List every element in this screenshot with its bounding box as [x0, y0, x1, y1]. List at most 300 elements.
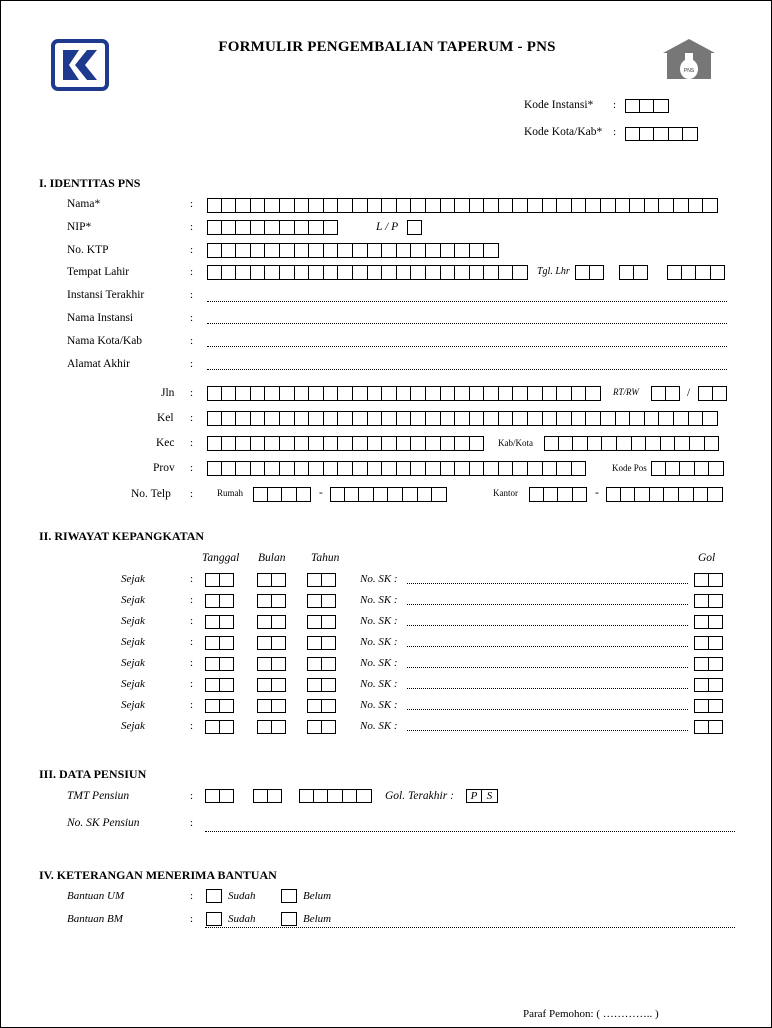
riwayat-bulan-boxes[interactable]: [257, 678, 286, 693]
char-box[interactable]: [353, 461, 368, 476]
no-sk-line[interactable]: [407, 667, 688, 668]
kec-boxes[interactable]: [207, 436, 484, 451]
char-box[interactable]: [297, 487, 312, 502]
prov-boxes[interactable]: [207, 461, 586, 476]
no-sk-line[interactable]: [407, 730, 688, 731]
char-box[interactable]: [207, 243, 222, 258]
tmt-year-boxes[interactable]: [299, 789, 372, 804]
char-box[interactable]: [382, 436, 397, 451]
char-box[interactable]: [513, 265, 528, 280]
char-box[interactable]: [667, 265, 682, 280]
char-box[interactable]: [586, 386, 601, 401]
char-box[interactable]: [411, 198, 426, 213]
char-box[interactable]: [220, 789, 235, 803]
char-box[interactable]: [307, 573, 322, 587]
char-box[interactable]: [708, 487, 723, 502]
tgl-lahir-day-boxes[interactable]: [575, 265, 604, 280]
char-box[interactable]: [411, 436, 426, 451]
char-box[interactable]: [338, 198, 353, 213]
rumah-area-boxes[interactable]: [253, 487, 311, 502]
no-sk-line[interactable]: [407, 688, 688, 689]
char-box[interactable]: [630, 411, 645, 426]
riwayat-tanggal-boxes[interactable]: [205, 657, 234, 672]
char-box[interactable]: [368, 243, 383, 258]
char-box[interactable]: [251, 461, 266, 476]
char-box[interactable]: [698, 386, 713, 401]
char-box[interactable]: [666, 461, 681, 476]
char-box[interactable]: [602, 436, 617, 451]
char-box[interactable]: [253, 487, 268, 502]
riwayat-tahun-boxes[interactable]: [307, 573, 336, 588]
riwayat-bulan-boxes[interactable]: [257, 573, 286, 588]
char-box[interactable]: [280, 386, 295, 401]
char-box[interactable]: [220, 699, 235, 713]
char-box[interactable]: [543, 461, 558, 476]
char-box[interactable]: [236, 461, 251, 476]
char-box[interactable]: [222, 265, 237, 280]
char-box[interactable]: [455, 386, 470, 401]
char-box[interactable]: [353, 411, 368, 426]
char-box[interactable]: [654, 127, 669, 141]
char-box[interactable]: [309, 220, 324, 235]
char-box[interactable]: [674, 411, 689, 426]
char-box[interactable]: [222, 243, 237, 258]
char-box[interactable]: [257, 720, 272, 734]
char-box[interactable]: [322, 636, 337, 650]
char-box[interactable]: [309, 243, 324, 258]
char-box[interactable]: [544, 436, 559, 451]
char-box[interactable]: [470, 198, 485, 213]
char-box[interactable]: [616, 198, 631, 213]
riwayat-tanggal-boxes[interactable]: [205, 699, 234, 714]
char-box[interactable]: [499, 411, 514, 426]
char-box[interactable]: [411, 461, 426, 476]
char-box[interactable]: [338, 461, 353, 476]
char-box[interactable]: [205, 573, 220, 587]
char-box[interactable]: [207, 386, 222, 401]
char-box[interactable]: [257, 594, 272, 608]
char-box[interactable]: [625, 127, 640, 141]
rumah-number-boxes[interactable]: [330, 487, 447, 502]
char-box[interactable]: [709, 678, 724, 692]
char-box[interactable]: [397, 265, 412, 280]
char-box[interactable]: [528, 411, 543, 426]
char-box[interactable]: [272, 573, 287, 587]
char-box[interactable]: [251, 198, 266, 213]
riwayat-bulan-boxes[interactable]: [257, 615, 286, 630]
char-box[interactable]: [338, 386, 353, 401]
no-sk-pensiun-line[interactable]: [205, 831, 735, 832]
char-box[interactable]: [251, 243, 266, 258]
char-box[interactable]: [322, 657, 337, 671]
char-box[interactable]: [694, 594, 709, 608]
nama-instansi-line[interactable]: [207, 323, 727, 324]
char-box[interactable]: [709, 594, 724, 608]
char-box[interactable]: [309, 386, 324, 401]
char-box[interactable]: [338, 411, 353, 426]
char-box[interactable]: [543, 386, 558, 401]
char-box[interactable]: [705, 436, 720, 451]
tmt-month-boxes[interactable]: [253, 789, 282, 804]
char-box[interactable]: [338, 265, 353, 280]
char-box[interactable]: [280, 198, 295, 213]
char-box[interactable]: [272, 636, 287, 650]
char-box[interactable]: [606, 487, 621, 502]
riwayat-tahun-boxes[interactable]: [307, 657, 336, 672]
char-box[interactable]: [314, 789, 329, 803]
char-box[interactable]: [499, 198, 514, 213]
char-box[interactable]: [205, 636, 220, 650]
char-box[interactable]: [397, 411, 412, 426]
char-box[interactable]: [207, 220, 222, 235]
riwayat-tahun-boxes[interactable]: [307, 678, 336, 693]
char-box[interactable]: [441, 461, 456, 476]
char-box[interactable]: [353, 243, 368, 258]
char-box[interactable]: [709, 657, 724, 671]
char-box[interactable]: [713, 386, 728, 401]
char-box[interactable]: [572, 411, 587, 426]
char-box[interactable]: [586, 198, 601, 213]
char-box[interactable]: [368, 198, 383, 213]
char-box[interactable]: [236, 220, 251, 235]
char-box[interactable]: [513, 461, 528, 476]
instansi-terakhir-line[interactable]: [207, 301, 727, 302]
char-box[interactable]: [272, 657, 287, 671]
char-box[interactable]: [529, 487, 544, 502]
char-box[interactable]: [220, 720, 235, 734]
char-box[interactable]: [411, 411, 426, 426]
char-box[interactable]: [694, 636, 709, 650]
char-box[interactable]: [309, 411, 324, 426]
char-box[interactable]: [257, 678, 272, 692]
riwayat-tahun-boxes[interactable]: [307, 720, 336, 735]
char-box[interactable]: [640, 99, 655, 113]
char-box[interactable]: [280, 461, 295, 476]
char-box[interactable]: [513, 386, 528, 401]
gol-p-box[interactable]: P: [466, 789, 482, 803]
char-box[interactable]: [328, 789, 343, 803]
char-box[interactable]: [368, 461, 383, 476]
char-box[interactable]: [484, 198, 499, 213]
bantuan-bm-sudah-checkbox[interactable]: [206, 912, 222, 926]
char-box[interactable]: [634, 265, 649, 280]
char-box[interactable]: [664, 487, 679, 502]
char-box[interactable]: [528, 461, 543, 476]
tempat-lahir-boxes[interactable]: [207, 265, 528, 280]
char-box[interactable]: [268, 789, 283, 803]
char-box[interactable]: [253, 789, 268, 803]
char-box[interactable]: [309, 461, 324, 476]
char-box[interactable]: [694, 487, 709, 502]
char-box[interactable]: [368, 265, 383, 280]
char-box[interactable]: [236, 411, 251, 426]
char-box[interactable]: [309, 198, 324, 213]
char-box[interactable]: [703, 411, 718, 426]
char-box[interactable]: [307, 594, 322, 608]
char-box[interactable]: [586, 411, 601, 426]
char-box[interactable]: [330, 487, 345, 502]
rw-boxes[interactable]: [698, 386, 727, 401]
bantuan-um-belum-checkbox[interactable]: [281, 889, 297, 903]
char-box[interactable]: [441, 436, 456, 451]
char-box[interactable]: [635, 487, 650, 502]
gol-terakhir-boxes[interactable]: [466, 789, 498, 803]
char-box[interactable]: [353, 198, 368, 213]
char-box[interactable]: [220, 636, 235, 650]
char-box[interactable]: [455, 461, 470, 476]
char-box[interactable]: [544, 487, 559, 502]
char-box[interactable]: [368, 386, 383, 401]
char-box[interactable]: [455, 411, 470, 426]
char-box[interactable]: [382, 411, 397, 426]
kode-pos-boxes[interactable]: [651, 461, 724, 476]
char-box[interactable]: [272, 678, 287, 692]
char-box[interactable]: [353, 265, 368, 280]
char-box[interactable]: [640, 127, 655, 141]
riwayat-gol-boxes[interactable]: [694, 657, 723, 672]
char-box[interactable]: [557, 198, 572, 213]
char-box[interactable]: [205, 720, 220, 734]
char-box[interactable]: [220, 678, 235, 692]
riwayat-bulan-boxes[interactable]: [257, 699, 286, 714]
char-box[interactable]: [324, 411, 339, 426]
char-box[interactable]: [557, 411, 572, 426]
char-box[interactable]: [709, 720, 724, 734]
char-box[interactable]: [689, 411, 704, 426]
char-box[interactable]: [694, 657, 709, 671]
char-box[interactable]: [616, 411, 631, 426]
char-box[interactable]: [236, 243, 251, 258]
char-box[interactable]: [455, 436, 470, 451]
char-box[interactable]: [403, 487, 418, 502]
char-box[interactable]: [441, 243, 456, 258]
char-box[interactable]: [675, 436, 690, 451]
char-box[interactable]: [426, 411, 441, 426]
char-box[interactable]: [418, 487, 433, 502]
alamat-akhir-line[interactable]: [207, 369, 727, 370]
char-box[interactable]: [257, 657, 272, 671]
char-box[interactable]: [322, 720, 337, 734]
char-box[interactable]: [455, 265, 470, 280]
kel-boxes[interactable]: [207, 411, 718, 426]
char-box[interactable]: [205, 678, 220, 692]
char-box[interactable]: [272, 699, 287, 713]
char-box[interactable]: [265, 220, 280, 235]
char-box[interactable]: [654, 99, 669, 113]
char-box[interactable]: [499, 265, 514, 280]
char-box[interactable]: [426, 436, 441, 451]
char-box[interactable]: [572, 198, 587, 213]
char-box[interactable]: [470, 436, 485, 451]
char-box[interactable]: [272, 594, 287, 608]
char-box[interactable]: [251, 386, 266, 401]
char-box[interactable]: [682, 265, 697, 280]
no-sk-line[interactable]: [407, 625, 688, 626]
char-box[interactable]: [650, 487, 665, 502]
char-box[interactable]: [338, 436, 353, 451]
char-box[interactable]: [484, 461, 499, 476]
char-box[interactable]: [236, 265, 251, 280]
char-box[interactable]: [588, 436, 603, 451]
gol-s-box[interactable]: S: [482, 789, 498, 803]
riwayat-tanggal-boxes[interactable]: [205, 678, 234, 693]
char-box[interactable]: [207, 436, 222, 451]
char-box[interactable]: [388, 487, 403, 502]
char-box[interactable]: [632, 436, 647, 451]
char-box[interactable]: [265, 243, 280, 258]
char-box[interactable]: [630, 198, 645, 213]
char-box[interactable]: [322, 678, 337, 692]
nip-boxes[interactable]: [207, 220, 338, 235]
char-box[interactable]: [426, 461, 441, 476]
riwayat-tahun-boxes[interactable]: [307, 615, 336, 630]
bantuan-bm-belum-checkbox[interactable]: [281, 912, 297, 926]
char-box[interactable]: [397, 436, 412, 451]
char-box[interactable]: [397, 461, 412, 476]
char-box[interactable]: [359, 487, 374, 502]
kode-kota-kab-boxes[interactable]: [625, 127, 698, 142]
char-box[interactable]: [572, 461, 587, 476]
char-box[interactable]: [205, 615, 220, 629]
char-box[interactable]: [272, 615, 287, 629]
char-box[interactable]: [368, 436, 383, 451]
char-box[interactable]: [295, 220, 310, 235]
char-box[interactable]: [709, 636, 724, 650]
riwayat-gol-boxes[interactable]: [694, 573, 723, 588]
char-box[interactable]: [295, 243, 310, 258]
riwayat-tahun-boxes[interactable]: [307, 594, 336, 609]
jln-boxes[interactable]: [207, 386, 601, 401]
char-box[interactable]: [557, 461, 572, 476]
kode-instansi-boxes[interactable]: [625, 99, 669, 114]
char-box[interactable]: [307, 678, 322, 692]
char-box[interactable]: [470, 411, 485, 426]
char-box[interactable]: [470, 461, 485, 476]
char-box[interactable]: [207, 411, 222, 426]
char-box[interactable]: [484, 265, 499, 280]
char-box[interactable]: [324, 461, 339, 476]
char-box[interactable]: [513, 198, 528, 213]
char-box[interactable]: [694, 573, 709, 587]
lp-box[interactable]: [407, 220, 422, 235]
char-box[interactable]: [411, 243, 426, 258]
char-box[interactable]: [499, 461, 514, 476]
char-box[interactable]: [299, 789, 314, 803]
char-box[interactable]: [295, 198, 310, 213]
char-box[interactable]: [322, 573, 337, 587]
char-box[interactable]: [236, 198, 251, 213]
char-box[interactable]: [220, 615, 235, 629]
bantuan-um-sudah-checkbox[interactable]: [206, 889, 222, 903]
char-box[interactable]: [307, 657, 322, 671]
char-box[interactable]: [621, 487, 636, 502]
char-box[interactable]: [432, 487, 447, 502]
tgl-lahir-month-boxes[interactable]: [619, 265, 648, 280]
char-box[interactable]: [470, 243, 485, 258]
char-box[interactable]: [324, 265, 339, 280]
char-box[interactable]: [696, 265, 711, 280]
char-box[interactable]: [407, 220, 422, 235]
riwayat-tanggal-boxes[interactable]: [205, 594, 234, 609]
char-box[interactable]: [251, 411, 266, 426]
char-box[interactable]: [441, 265, 456, 280]
char-box[interactable]: [382, 243, 397, 258]
char-box[interactable]: [397, 198, 412, 213]
riwayat-gol-boxes[interactable]: [694, 678, 723, 693]
no-sk-line[interactable]: [407, 646, 688, 647]
riwayat-bulan-boxes[interactable]: [257, 720, 286, 735]
char-box[interactable]: [257, 636, 272, 650]
rt-boxes[interactable]: [651, 386, 680, 401]
char-box[interactable]: [324, 386, 339, 401]
char-box[interactable]: [220, 573, 235, 587]
char-box[interactable]: [265, 461, 280, 476]
char-box[interactable]: [324, 436, 339, 451]
riwayat-bulan-boxes[interactable]: [257, 594, 286, 609]
char-box[interactable]: [680, 461, 695, 476]
riwayat-tanggal-boxes[interactable]: [205, 573, 234, 588]
char-box[interactable]: [659, 198, 674, 213]
char-box[interactable]: [694, 720, 709, 734]
char-box[interactable]: [484, 411, 499, 426]
riwayat-gol-boxes[interactable]: [694, 720, 723, 735]
char-box[interactable]: [309, 265, 324, 280]
char-box[interactable]: [690, 436, 705, 451]
no-sk-line[interactable]: [407, 604, 688, 605]
ktp-boxes[interactable]: [207, 243, 499, 258]
char-box[interactable]: [669, 127, 684, 141]
char-box[interactable]: [236, 386, 251, 401]
char-box[interactable]: [324, 220, 339, 235]
char-box[interactable]: [382, 386, 397, 401]
char-box[interactable]: [695, 461, 710, 476]
char-box[interactable]: [601, 198, 616, 213]
char-box[interactable]: [646, 436, 661, 451]
char-box[interactable]: [709, 573, 724, 587]
char-box[interactable]: [205, 789, 220, 803]
char-box[interactable]: [251, 265, 266, 280]
riwayat-tanggal-boxes[interactable]: [205, 720, 234, 735]
kantor-area-boxes[interactable]: [529, 487, 587, 502]
char-box[interactable]: [694, 678, 709, 692]
char-box[interactable]: [382, 265, 397, 280]
char-box[interactable]: [557, 386, 572, 401]
char-box[interactable]: [513, 411, 528, 426]
riwayat-bulan-boxes[interactable]: [257, 636, 286, 651]
char-box[interactable]: [601, 411, 616, 426]
char-box[interactable]: [559, 436, 574, 451]
char-box[interactable]: [651, 461, 666, 476]
no-sk-line[interactable]: [407, 709, 688, 710]
char-box[interactable]: [674, 198, 689, 213]
char-box[interactable]: [426, 243, 441, 258]
char-box[interactable]: [528, 386, 543, 401]
char-box[interactable]: [307, 699, 322, 713]
char-box[interactable]: [711, 265, 726, 280]
char-box[interactable]: [338, 243, 353, 258]
riwayat-bulan-boxes[interactable]: [257, 657, 286, 672]
riwayat-tanggal-boxes[interactable]: [205, 615, 234, 630]
char-box[interactable]: [426, 265, 441, 280]
char-box[interactable]: [324, 243, 339, 258]
char-box[interactable]: [573, 487, 588, 502]
char-box[interactable]: [222, 436, 237, 451]
char-box[interactable]: [282, 487, 297, 502]
kab-kota-boxes[interactable]: [544, 436, 719, 451]
char-box[interactable]: [528, 198, 543, 213]
char-box[interactable]: [220, 657, 235, 671]
char-box[interactable]: [543, 198, 558, 213]
